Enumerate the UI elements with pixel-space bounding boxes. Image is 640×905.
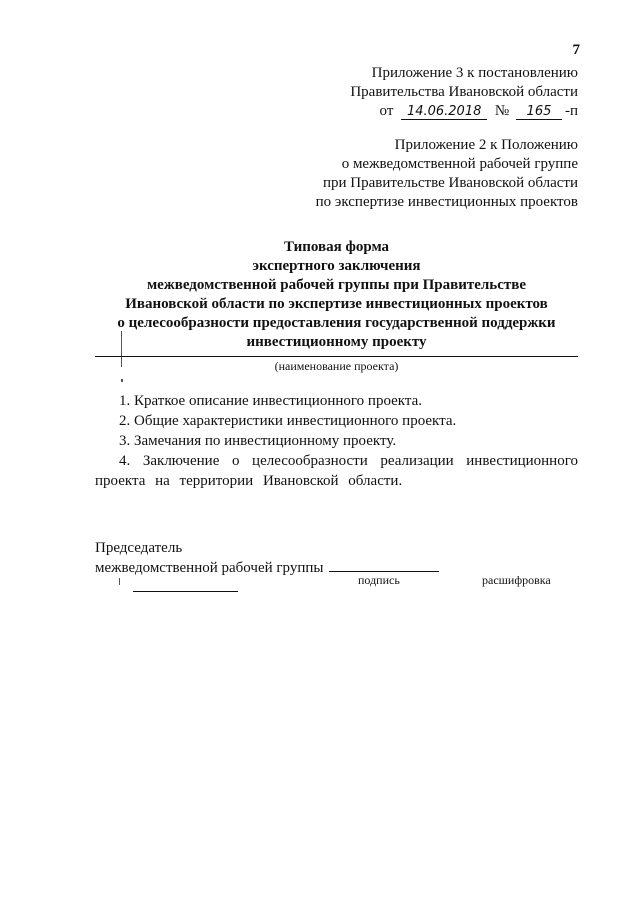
appendix-reference [350,64,578,121]
list-item: 3. Замечания по инвестиционному проекту. [119,433,397,449]
appendix-date-line [350,102,578,121]
title-line: экспертного заключения [252,258,421,274]
decoding-caption: расшифровка [482,573,551,587]
signature-caption: подпись [358,573,400,587]
signatory-group: межведомственной рабочей группы [95,560,324,576]
number-prefix: № [494,103,510,119]
handwritten-number: 165 [516,104,562,120]
project-name-caption: (наименование проекта) [274,359,399,373]
title-line: Ивановской области по экспертизе инвестиционных проектов [125,296,548,312]
list-item: 2. Общие характеристики инвестиционного проекта. [119,413,457,429]
appendix-line: Приложение 3 к постановлению [371,65,578,81]
appendix-line: Правительства Ивановской области [350,84,578,100]
title-line: инвестиционному проекту [246,334,427,350]
signature-block [95,538,578,598]
regulation-reference [316,136,578,212]
title-line: Типовая форма [283,239,390,255]
regulation-line: Приложение 2 к Положению [394,137,578,153]
handwritten-date: 14.06.2018 [401,104,487,120]
regulation-line: при Правительстве Ивановской области [322,175,578,191]
scan-artifact [119,578,120,585]
title-line: о целесообразности предоставления государственной поддержки [117,315,556,331]
page-number: 7 [572,42,580,58]
title-line: межведомственной рабочей группы при Правительстве [146,277,527,293]
regulation-line: о межведомственной рабочей группе [341,156,578,172]
number-suffix: -п [564,103,578,119]
list-item: 4. Заключение о целесообразности реализации инвестиционного проекта на территории Ивановской области. [95,453,578,489]
regulation-line: по экспертизе инвестиционных проектов [315,194,578,210]
list-item: 1. Краткое описание инвестиционного проекта. [119,393,423,409]
name-decoding-field [133,579,238,592]
signature-field [329,559,439,572]
scan-artifact [121,379,123,382]
project-name-field [95,356,578,357]
signatory-title: Председатель [95,540,183,556]
date-prefix: от [379,103,394,119]
document-title [95,238,578,352]
conclusion-items [95,391,578,491]
